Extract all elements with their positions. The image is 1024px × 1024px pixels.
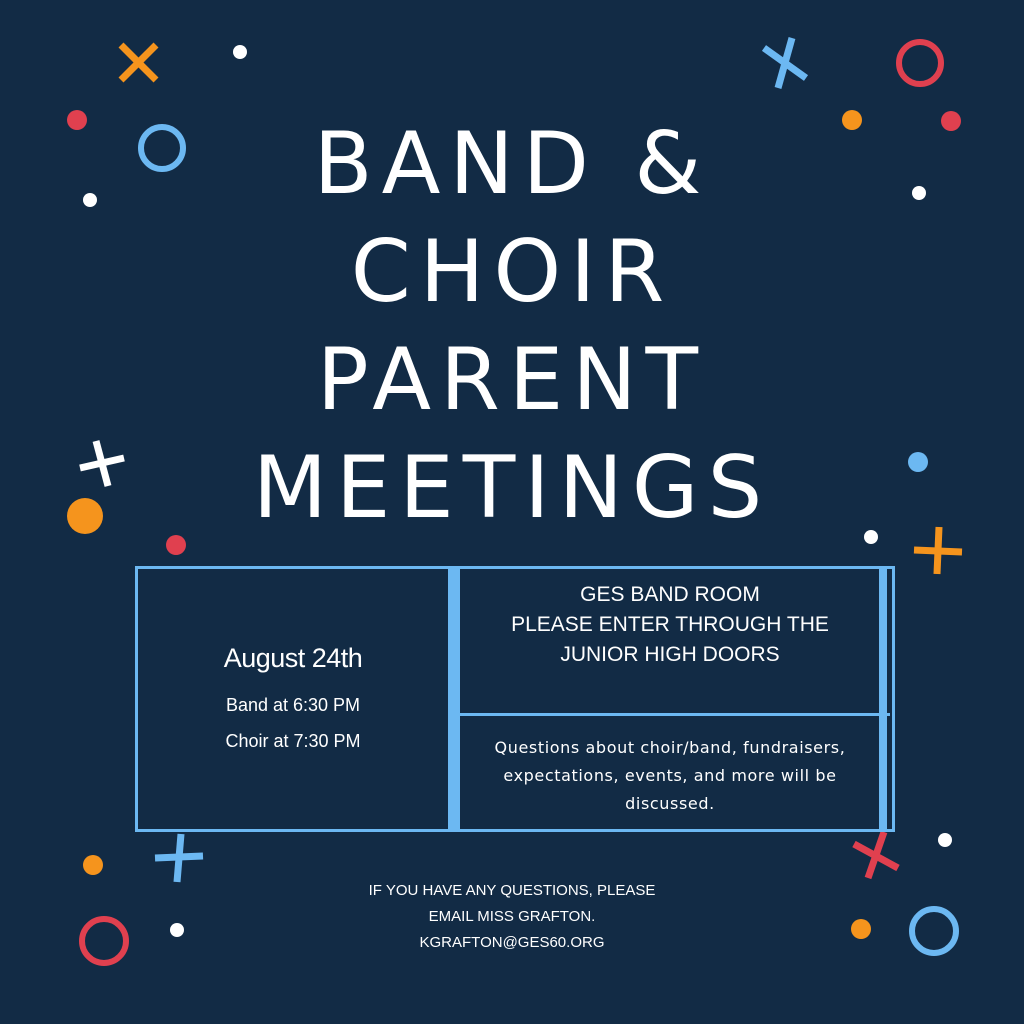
ring-icon (912, 909, 956, 953)
meeting-details: Questions about choir/band, fundraisers, expectations, events, and more will be discussed. (494, 738, 846, 813)
dot-icon (83, 855, 103, 875)
dot-icon (851, 919, 871, 939)
page-title (0, 110, 1024, 542)
horizontal-divider (460, 713, 890, 716)
ring-icon (82, 919, 126, 963)
title-line: BAND & (313, 114, 711, 214)
cross-icon (764, 38, 806, 88)
cross-icon (121, 45, 156, 80)
contact-email[interactable]: KGRAFTON@GES60.ORG (419, 934, 605, 951)
ring-icon (899, 42, 941, 84)
location-line: GES BAND ROOM (580, 583, 760, 606)
dot-icon (170, 923, 184, 937)
title-line: PARENT (316, 330, 708, 430)
schedule-panel (138, 569, 448, 829)
location-line: JUNIOR HIGH DOORS (560, 643, 780, 666)
location-line: PLEASE ENTER THROUGH THE (511, 613, 829, 636)
contact-line: EMAIL MISS GRAFTON. (428, 908, 596, 925)
title-line: MEETINGS (252, 438, 772, 538)
right-edge-bar (879, 566, 887, 832)
dot-icon (938, 833, 952, 847)
band-time: Band at 6:30 PM (225, 695, 361, 715)
vertical-divider (448, 566, 460, 832)
choir-time: Choir at 7:30 PM (225, 731, 361, 751)
event-info-box (135, 566, 895, 832)
cross-icon (155, 834, 203, 882)
event-date: August 24th (223, 643, 363, 673)
title-line: CHOIR (350, 222, 674, 322)
location-panel (460, 580, 880, 670)
cross-icon (854, 832, 898, 878)
contact-info (312, 878, 712, 956)
dot-icon (233, 45, 247, 59)
contact-line: IF YOU HAVE ANY QUESTIONS, PLEASE (368, 882, 656, 899)
